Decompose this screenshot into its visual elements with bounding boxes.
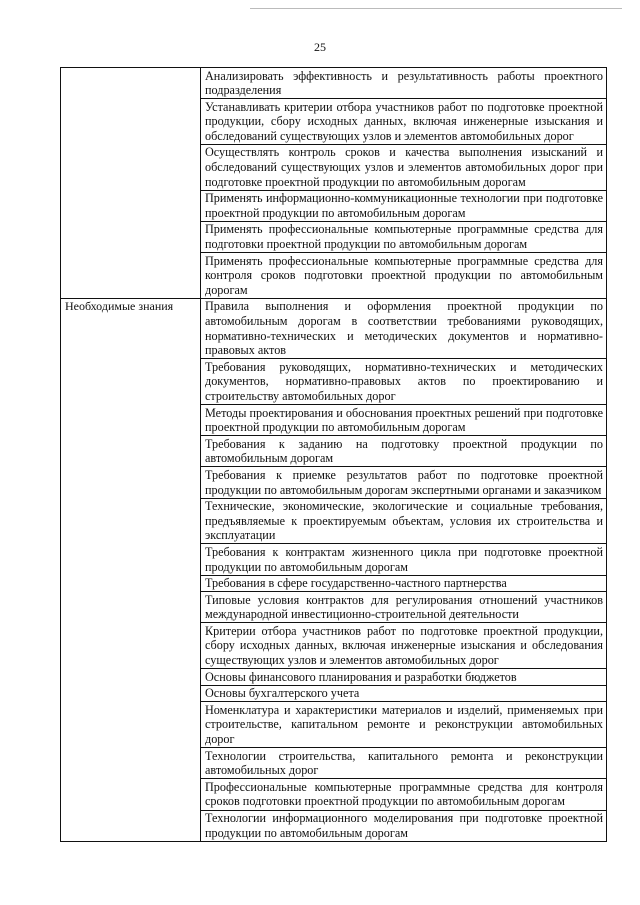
requirement-cell: Требования к контрактам жизненного цикла при подготовке проектной продукции по автомобильным дорогам <box>201 544 607 575</box>
requirement-cell: Номенклатура и характеристики материалов и изделий, применяемых при строительстве, капитальном ремонте и реконструкции автомобильных дорог <box>201 702 607 748</box>
requirement-cell: Основы бухгалтерского учета <box>201 685 607 702</box>
requirement-cell: Типовые условия контрактов для регулирования отношений участников международной инвестиционно-строительной деятельности <box>201 592 607 623</box>
requirement-cell: Критерии отбора участников работ по подготовке проектной продукции, сбору исходных данных, включая инженерные изыскания и обследования существующих узлов и элементов автомобильных дорог <box>201 623 607 669</box>
requirement-cell: Технологии информационного моделирования при подготовке проектной продукции по автомобильным дорогам <box>201 810 607 841</box>
table-row <box>61 298 607 358</box>
requirement-cell: Методы проектирования и обоснования проектных решений при подготовке проектной продукции по автомобильным дорогам <box>201 405 607 436</box>
requirement-cell: Требования к заданию на подготовку проектной продукции по автомобильным дорогам <box>201 436 607 467</box>
requirement-cell: Профессиональные компьютерные программные средства для контроля сроков подготовки проектной продукции по автомобильным дорогам <box>201 779 607 810</box>
requirement-cell: Технологии строительства, капитального ремонта и реконструкции автомобильных дорог <box>201 748 607 779</box>
requirement-cell: Технические, экономические, экологические и социальные требования, предъявляемые к проектируемым объектам, условия их строительства и эксплуатации <box>201 498 607 544</box>
requirement-cell: Применять информационно-коммуникационные технологии при подготовке проектной продукции по автомобильным дорогам <box>201 190 607 221</box>
section-label: Необходимые знания <box>61 298 201 841</box>
requirement-cell: Осуществлять контроль сроков и качества выполнения изысканий и обследований существующих узлов и элементов автомобильных дорог при подготовке проектной продукции по автомобильным дорогам <box>201 144 607 190</box>
requirement-cell: Устанавливать критерии отбора участников работ по подготовке проектной продукции, сбору исходных данных, включая инженерные изыскания и обследований существующих узлов и элементов автомобильных дорог <box>201 99 607 145</box>
section-label <box>61 68 201 299</box>
requirement-cell: Правила выполнения и оформления проектной продукции по автомобильным дорогам в соответствии требованиями руководящих, нормативно-технических и методических документов и нормативно-правовых актов <box>201 298 607 358</box>
table-body <box>61 68 607 842</box>
requirement-cell: Применять профессиональные компьютерные программные средства для контроля сроков подготовки проектной продукции по автомобильным дорогам <box>201 253 607 299</box>
requirement-cell: Требования в сфере государственно-частного партнерства <box>201 575 607 592</box>
requirement-cell: Анализировать эффективность и результативность работы проектного подразделения <box>201 68 607 99</box>
top-rule <box>250 8 622 9</box>
requirement-cell: Применять профессиональные компьютерные программные средства для подготовки проектной продукции по автомобильным дорогам <box>201 221 607 252</box>
requirement-cell: Требования руководящих, нормативно-технических и методических документов, нормативно-правовых актов по проектированию и строительству автомобильных дорог <box>201 359 607 405</box>
requirements-table <box>60 67 607 842</box>
table-row <box>61 68 607 99</box>
page-number: 25 <box>314 40 326 54</box>
requirement-cell: Основы финансового планирования и разработки бюджетов <box>201 669 607 686</box>
requirement-cell: Требования к приемке результатов работ по подготовке проектной продукции по автомобильным дорогам экспертными органами и заказчиком <box>201 467 607 498</box>
